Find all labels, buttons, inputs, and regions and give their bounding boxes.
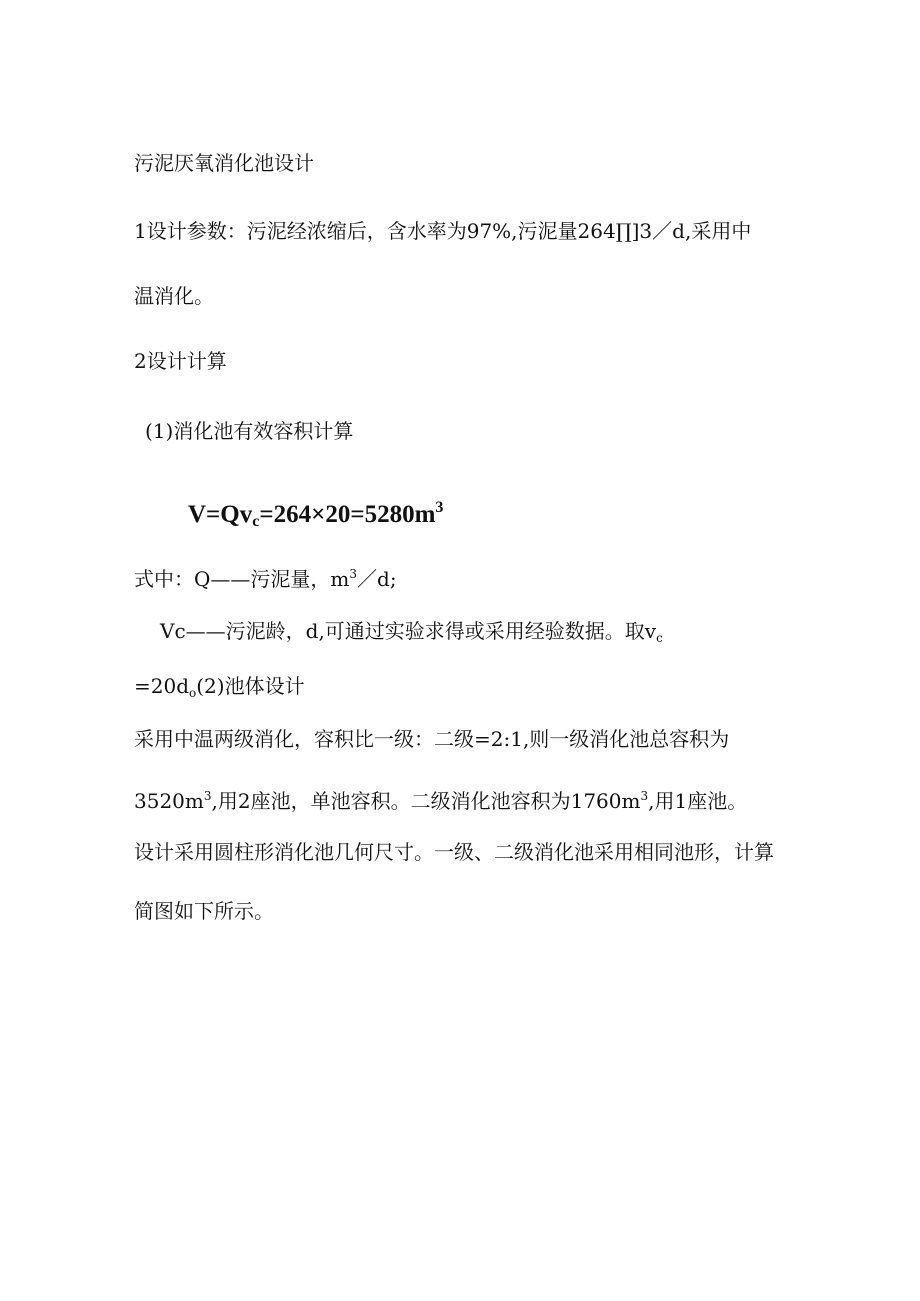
vc-value-text: =20d: [134, 674, 190, 698]
geometry-line-2: 简图如下所示。: [134, 899, 274, 923]
where-q-sup: 3: [349, 567, 358, 581]
design-params-line-1: 1设计参数：污泥经浓缩后，含水率为97%,污泥量264∏]3／d,采用中: [134, 219, 752, 243]
formula-rhs: =264×20=5280m: [259, 501, 436, 528]
vc-definition-line: [160, 619, 663, 650]
design-params-line-2: 温消化。: [134, 284, 214, 308]
formula-lhs: V=Qv: [188, 501, 253, 528]
two-stage-vol-2: ,用2座池，单池容积。二级消化池容积为1760m: [211, 789, 641, 813]
two-stage-vol-1-sup: 3: [203, 789, 212, 803]
where-q-line: [134, 562, 397, 591]
where-q-unit: ／d;: [357, 567, 397, 591]
subsection-volume-calc: (1)消化池有效容积计算: [145, 419, 354, 443]
geometry-line-1: 设计采用圆柱形消化池几何尺寸。一级、二级消化池采用相同池形，计算: [134, 840, 774, 864]
where-q-text: 式中：Q——污泥量，m: [134, 567, 350, 591]
two-stage-end: ,用1座池。: [648, 789, 748, 813]
formula-rhs-sup: 3: [435, 499, 444, 516]
doc-title: 污泥厌氧消化池设计: [134, 151, 314, 175]
section-design-calc: 2设计计算: [134, 349, 227, 373]
subsection-tank-design: (2)池体设计: [196, 674, 305, 698]
formula-lhs-sub: c: [252, 513, 260, 530]
vc-definition-sub: c: [656, 631, 663, 645]
two-stage-vol-1: 3520m: [134, 789, 204, 813]
vc-value-sub: o: [189, 686, 197, 700]
vc-definition-text: Vc——污泥龄，d,可通过实验求得或采用经验数据。取v: [160, 619, 657, 643]
two-stage-vol-2-sup: 3: [640, 789, 649, 803]
vc-value-line: [134, 674, 305, 705]
two-stage-line-1: 采用中温两级消化，容积比一级：二级=2:1,则一级消化池总容积为: [134, 727, 730, 751]
volume-formula: [188, 493, 443, 537]
two-stage-line-2: [134, 784, 747, 813]
